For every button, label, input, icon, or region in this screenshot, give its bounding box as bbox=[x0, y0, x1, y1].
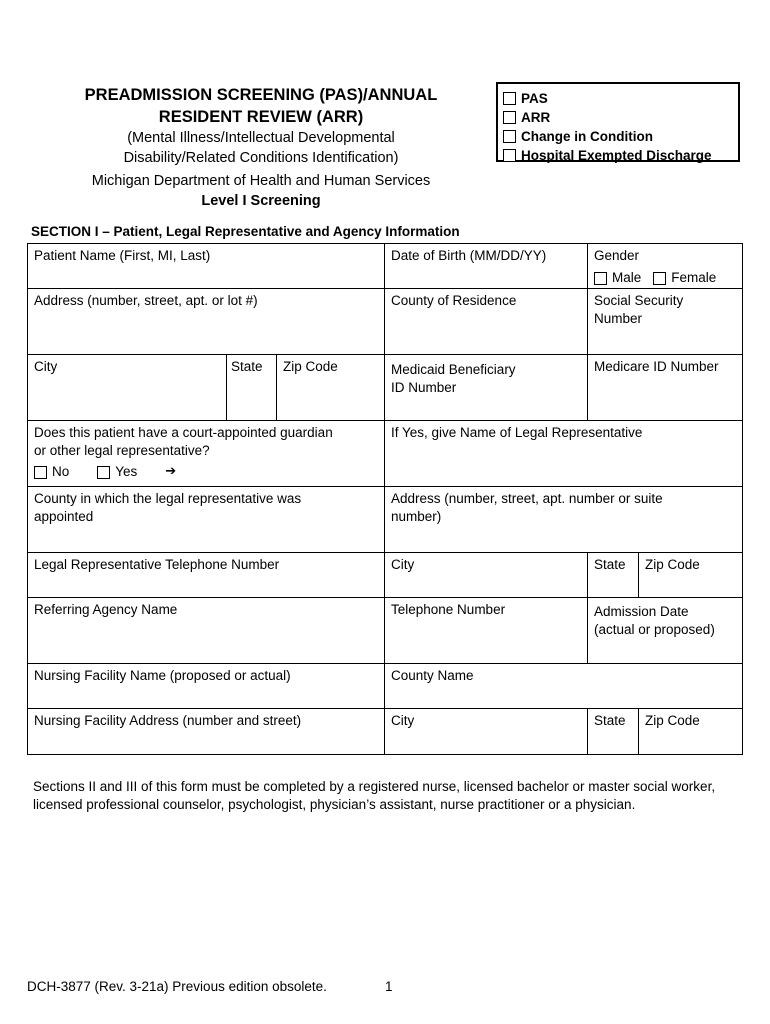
form-title-line2: RESIDENT REVIEW (ARR) bbox=[158, 108, 364, 126]
referring-agency-field[interactable] bbox=[28, 598, 384, 663]
county-of-residence-label: County of Residence bbox=[391, 293, 517, 308]
telephone-field[interactable] bbox=[385, 598, 587, 663]
medicare-label: Medicare ID Number bbox=[594, 359, 719, 374]
change-in-condition-checkbox[interactable] bbox=[503, 130, 516, 143]
screening-level: Level I Screening bbox=[201, 193, 321, 209]
admission-date-line2: (actual or proposed) bbox=[594, 622, 715, 637]
medicaid-label-line1: Medicaid Beneficiary bbox=[391, 362, 516, 377]
male-label: Male bbox=[612, 270, 642, 285]
form-header bbox=[40, 84, 482, 211]
form-subtitle-line2: Disability/Related Conditions Identification) bbox=[123, 150, 399, 166]
dob-label: Date of Birth (MM/DD/YY) bbox=[391, 248, 547, 263]
nf-city-field[interactable] bbox=[385, 709, 587, 754]
zip-label: Zip Code bbox=[283, 359, 338, 374]
form-title-line1: PREADMISSION SCREENING (PAS)/ANNUAL bbox=[84, 86, 438, 104]
agency-name: Michigan Department of Health and Human Services bbox=[91, 173, 431, 189]
address-label: Address (number, street, apt. or lot #) bbox=[34, 293, 258, 308]
pas-checkbox[interactable] bbox=[503, 92, 516, 105]
rep-state-field[interactable] bbox=[588, 553, 638, 597]
medicare-id-field[interactable] bbox=[588, 355, 742, 420]
ssn-label-line1: Social Security bbox=[594, 293, 684, 308]
guardian-no-checkbox[interactable] bbox=[34, 466, 47, 479]
option-hospital-exempted-discharge[interactable] bbox=[503, 146, 738, 165]
guardian-question-line1: Does this patient have a court-appointed guardian bbox=[34, 425, 333, 440]
patient-name-label: Patient Name (First, MI, Last) bbox=[34, 248, 211, 263]
nf-name-label: Nursing Facility Name (proposed or actual) bbox=[34, 668, 291, 683]
hospital-exempted-discharge-checkbox[interactable] bbox=[503, 149, 516, 162]
legal-rep-name-field[interactable] bbox=[385, 421, 742, 486]
rep-phone-label: Legal Representative Telephone Number bbox=[34, 557, 280, 572]
rep-zip-label: Zip Code bbox=[645, 557, 700, 572]
ssn-label-line2: Number bbox=[594, 311, 643, 326]
female-label: Female bbox=[671, 270, 717, 285]
page-number: 1 bbox=[385, 979, 393, 994]
gender-field bbox=[588, 244, 742, 288]
nf-address-field[interactable] bbox=[28, 709, 384, 754]
form-subtitle-line1: (Mental Illness/Intellectual Developmental bbox=[127, 130, 395, 146]
rep-phone-field[interactable] bbox=[28, 553, 384, 597]
pas-label: PAS bbox=[521, 91, 548, 106]
option-change-in-condition[interactable] bbox=[503, 127, 738, 146]
county-appointed-line1: County in which the legal representative was bbox=[34, 491, 302, 506]
zip-field[interactable] bbox=[277, 355, 384, 420]
medicaid-id-field[interactable] bbox=[385, 355, 587, 420]
rep-city-field[interactable] bbox=[385, 553, 587, 597]
county-appointed-field[interactable] bbox=[28, 487, 384, 552]
female-checkbox[interactable] bbox=[653, 272, 666, 285]
male-checkbox[interactable] bbox=[594, 272, 607, 285]
city-field[interactable] bbox=[28, 355, 226, 420]
city-label: City bbox=[34, 359, 58, 374]
rep-address-field[interactable] bbox=[385, 487, 742, 552]
guardian-question-line2: or other legal representative? bbox=[34, 443, 210, 458]
nf-city-label: City bbox=[391, 713, 415, 728]
nf-state-field[interactable] bbox=[588, 709, 638, 754]
telephone-label: Telephone Number bbox=[391, 602, 506, 617]
rep-city-label: City bbox=[391, 557, 415, 572]
ssn-field[interactable] bbox=[588, 289, 742, 354]
option-pas[interactable] bbox=[503, 89, 738, 108]
dob-field[interactable] bbox=[385, 244, 587, 288]
guardian-yes-checkbox[interactable] bbox=[97, 466, 110, 479]
form-id-footer: DCH-3877 (Rev. 3-21a) Previous edition obsolete. bbox=[27, 979, 327, 994]
arrow-right-icon: ➔ bbox=[165, 464, 177, 479]
guardian-question bbox=[28, 421, 384, 486]
nf-state-label: State bbox=[594, 713, 626, 728]
screening-type-box bbox=[496, 82, 740, 162]
option-arr[interactable] bbox=[503, 108, 738, 127]
nf-name-field[interactable] bbox=[28, 664, 384, 708]
gender-label: Gender bbox=[594, 248, 640, 263]
completion-note: Sections II and III of this form must be completed by a registered nurse, licensed bachelor or master social worker, licensed professional counselor, psychologist, physician’s assistant, nurse practitioner or a physician. bbox=[33, 779, 716, 812]
arr-label: ARR bbox=[521, 110, 551, 125]
patient-name-field[interactable] bbox=[28, 244, 384, 288]
address-field[interactable] bbox=[28, 289, 384, 354]
rep-address-line2: number) bbox=[391, 509, 442, 524]
county-name-label: County Name bbox=[391, 668, 474, 683]
county-name-field[interactable] bbox=[385, 664, 742, 708]
state-label: State bbox=[231, 359, 263, 374]
nf-zip-label: Zip Code bbox=[645, 713, 700, 728]
county-appointed-line2: appointed bbox=[34, 509, 94, 524]
guardian-yes-label: Yes bbox=[115, 464, 138, 479]
county-of-residence-field[interactable] bbox=[385, 289, 587, 354]
medicaid-label-line2: ID Number bbox=[391, 380, 457, 395]
referring-agency-label: Referring Agency Name bbox=[34, 602, 178, 617]
arr-checkbox[interactable] bbox=[503, 111, 516, 124]
admission-date-line1: Admission Date bbox=[594, 604, 689, 619]
legal-rep-name-label: If Yes, give Name of Legal Representative bbox=[391, 425, 643, 440]
admission-date-field[interactable] bbox=[588, 598, 742, 663]
section-1-grid bbox=[27, 243, 743, 755]
rep-address-line1: Address (number, street, apt. number or suite bbox=[391, 491, 663, 506]
change-in-condition-label: Change in Condition bbox=[521, 129, 653, 144]
state-field[interactable] bbox=[227, 355, 276, 420]
rep-state-label: State bbox=[594, 557, 626, 572]
section-1-title: SECTION I – Patient, Legal Representative and Agency Information bbox=[31, 224, 460, 239]
nf-address-label: Nursing Facility Address (number and street) bbox=[34, 713, 302, 728]
hospital-exempted-discharge-label: Hospital Exempted Discharge bbox=[521, 148, 712, 163]
nf-zip-field[interactable] bbox=[639, 709, 742, 754]
rep-zip-field[interactable] bbox=[639, 553, 742, 597]
guardian-no-label: No bbox=[52, 464, 70, 479]
